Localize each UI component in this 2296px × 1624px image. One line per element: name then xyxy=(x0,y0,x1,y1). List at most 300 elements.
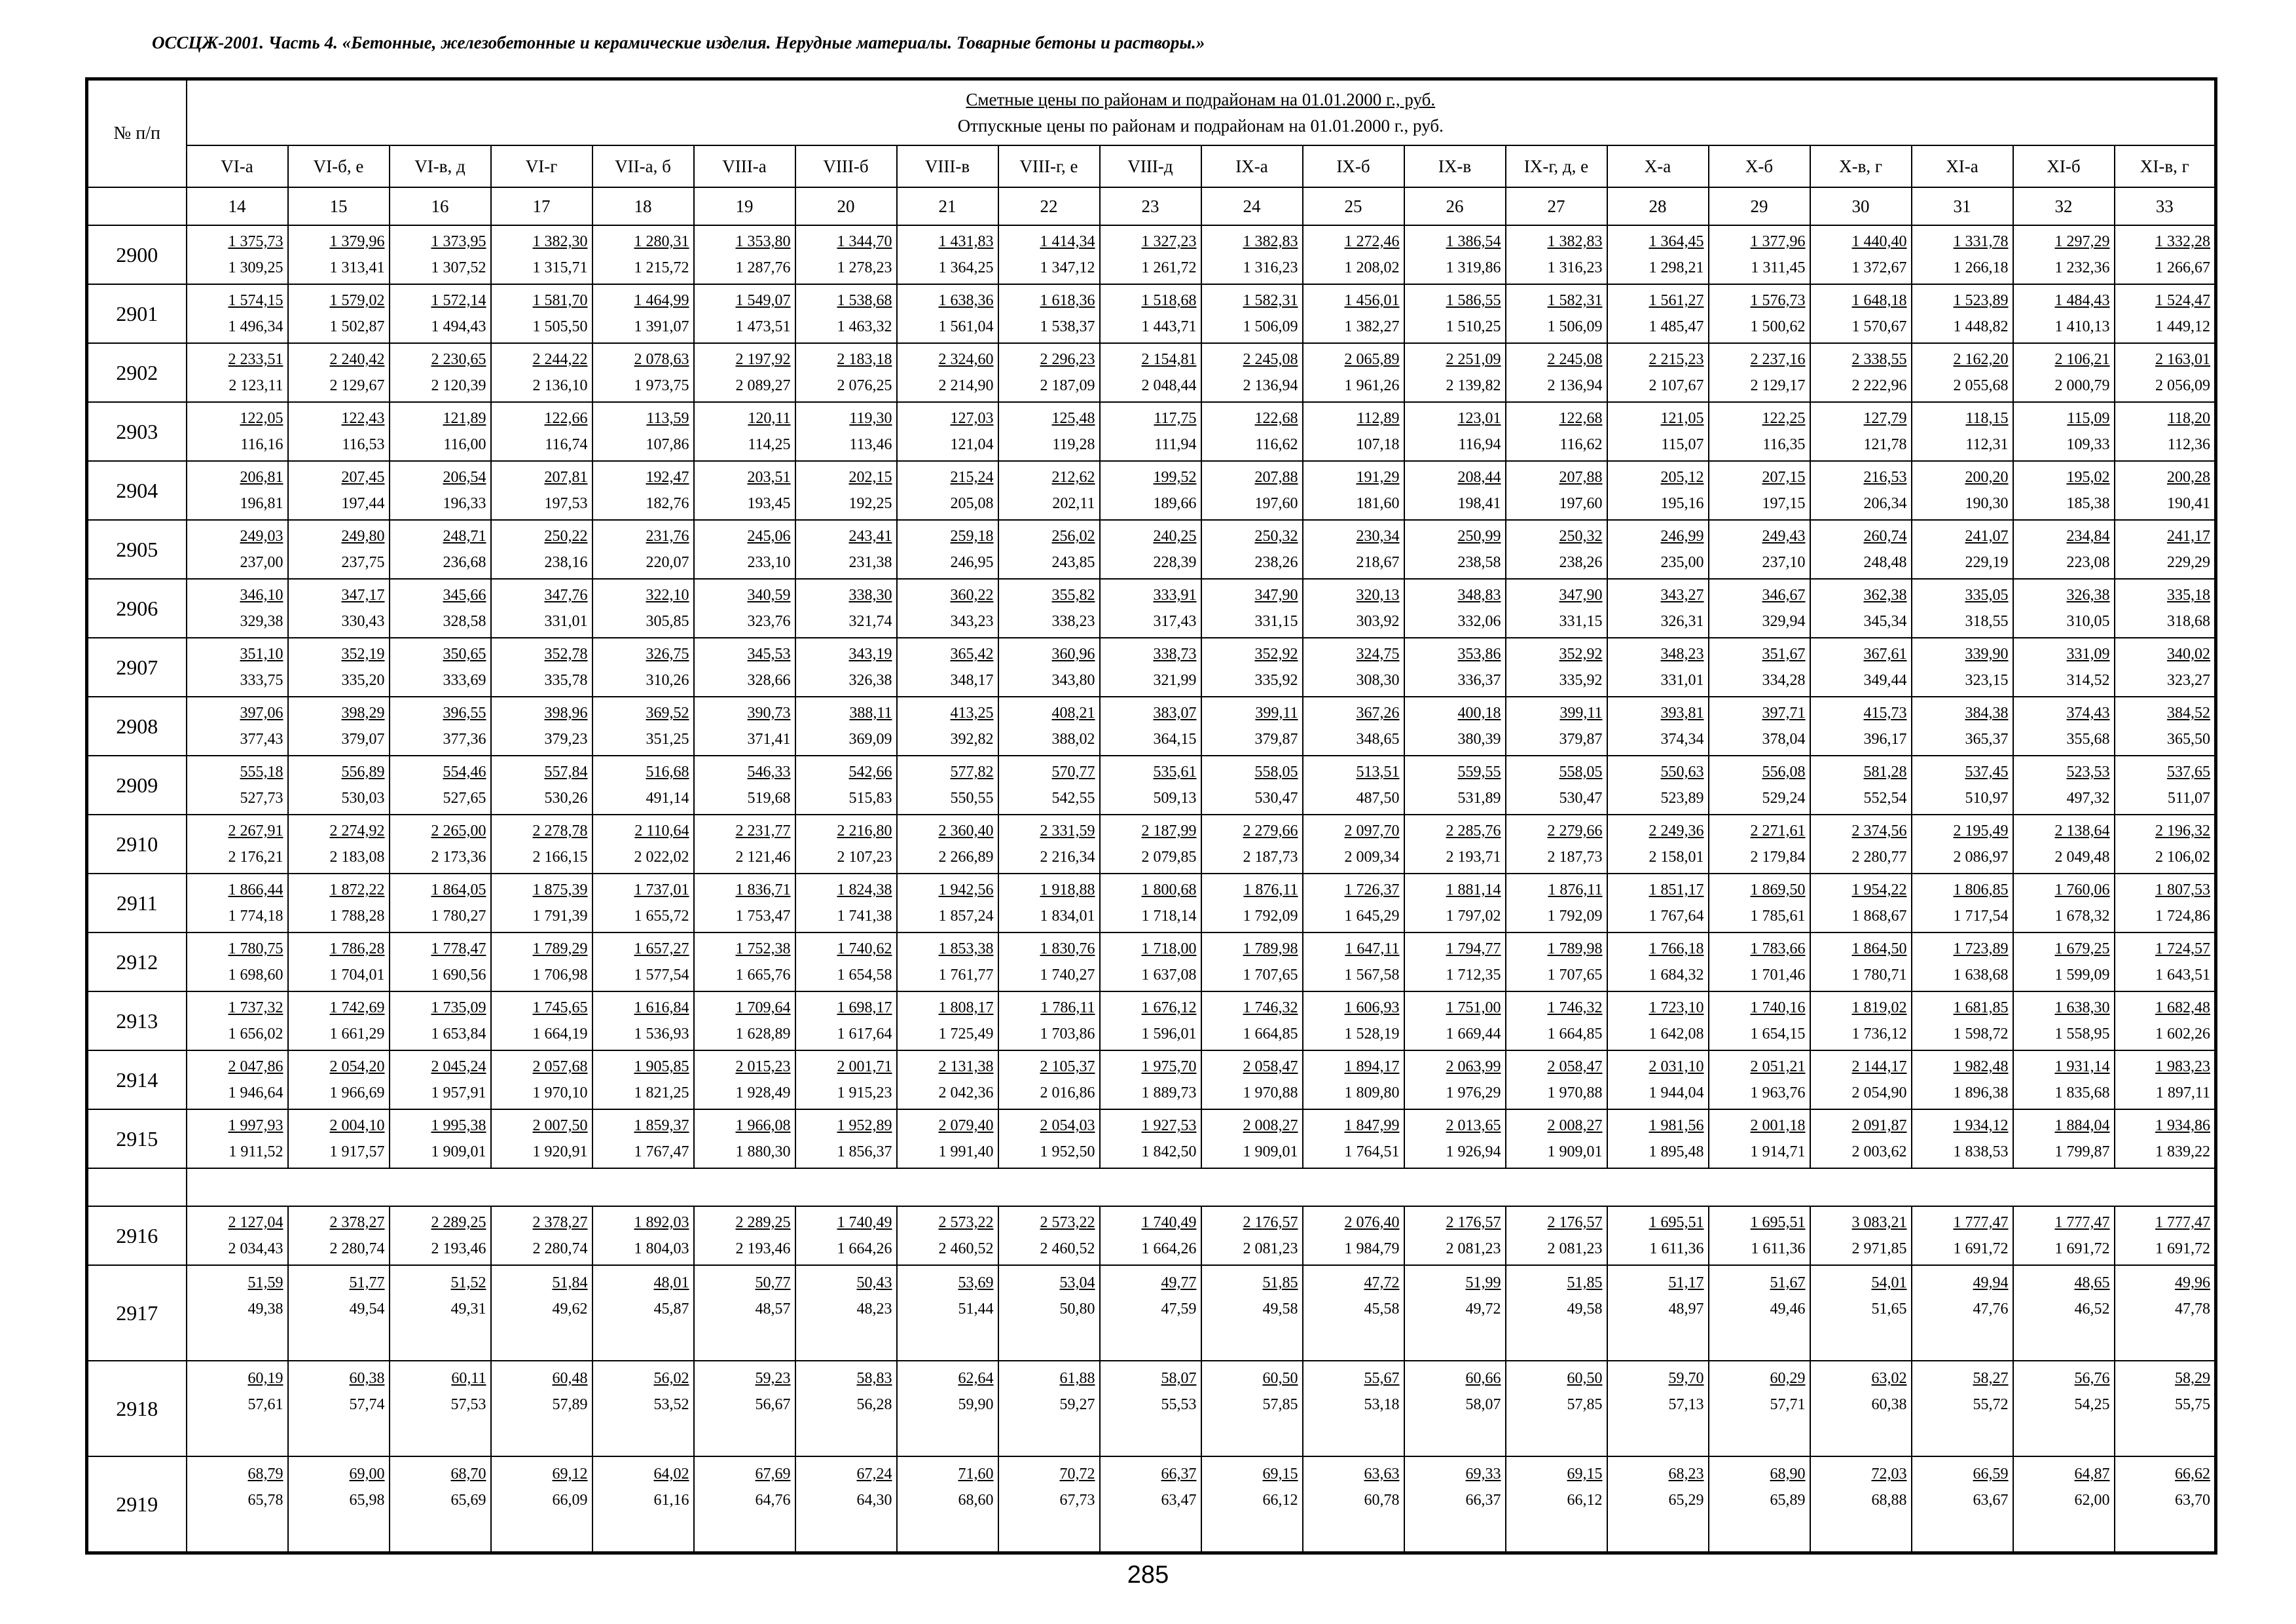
estimate-price: 396,55 xyxy=(443,705,486,722)
price-cell xyxy=(1709,461,1810,520)
estimate-price: 67,24 xyxy=(856,1466,892,1483)
col-no-header: № п/п xyxy=(87,79,187,188)
price-cell xyxy=(2115,1361,2216,1456)
price-cell xyxy=(288,343,390,402)
release-price: 1 909,01 xyxy=(431,1143,486,1160)
estimate-price: 346,10 xyxy=(240,587,283,604)
release-price: 1 655,72 xyxy=(634,908,689,925)
price-cell xyxy=(998,1456,1100,1553)
estimate-price: 398,96 xyxy=(544,705,588,722)
estimate-price: 335,18 xyxy=(2167,587,2211,604)
district-header: VI-б, е xyxy=(288,145,390,187)
price-cell xyxy=(1810,932,1912,991)
release-price: 365,50 xyxy=(2167,731,2211,748)
release-price: 197,60 xyxy=(1254,495,1298,512)
release-price: 229,19 xyxy=(1965,554,2009,571)
estimate-price: 1 894,17 xyxy=(1344,1058,1400,1075)
price-cell xyxy=(1810,461,1912,520)
release-price: 1 463,32 xyxy=(837,318,892,335)
price-cell xyxy=(592,1361,694,1456)
estimate-price: 51,17 xyxy=(1668,1274,1704,1291)
price-cell xyxy=(1810,1361,1912,1456)
price-cell xyxy=(1201,815,1303,874)
price-table-wrapper xyxy=(85,77,2215,1555)
estimate-price: 117,75 xyxy=(1154,410,1197,427)
price-cell xyxy=(694,343,795,402)
price-cell xyxy=(1303,579,1404,638)
price-cell xyxy=(1404,815,1506,874)
release-price: 326,31 xyxy=(1660,613,1704,630)
estimate-price: 2 154,81 xyxy=(1141,351,1197,368)
release-price: 1 347,12 xyxy=(1040,259,1095,276)
price-cell xyxy=(390,874,491,932)
estimate-price: 68,70 xyxy=(450,1466,486,1483)
release-price: 1 307,52 xyxy=(431,259,486,276)
estimate-price: 2 324,60 xyxy=(938,351,994,368)
estimate-price: 352,19 xyxy=(341,646,385,663)
release-price: 515,83 xyxy=(848,790,892,807)
price-cell xyxy=(998,225,1100,284)
release-price: 1 287,76 xyxy=(735,259,791,276)
price-cell xyxy=(390,697,491,756)
release-price: 48,57 xyxy=(755,1301,791,1318)
release-price: 542,55 xyxy=(1051,790,1095,807)
column-number: 32 xyxy=(2013,187,2115,225)
release-price: 1 311,45 xyxy=(1751,259,1806,276)
estimate-price: 1 884,04 xyxy=(2054,1117,2110,1134)
price-cell xyxy=(288,1456,390,1553)
release-price: 202,11 xyxy=(1052,495,1095,512)
release-price: 529,24 xyxy=(1762,790,1806,807)
release-price: 2 123,11 xyxy=(228,377,283,394)
price-cell xyxy=(592,638,694,697)
estimate-price: 1 538,68 xyxy=(837,292,892,309)
release-price: 326,38 xyxy=(848,672,892,689)
estimate-price: 326,75 xyxy=(646,646,689,663)
price-cell xyxy=(1201,225,1303,284)
column-number: 20 xyxy=(795,187,897,225)
price-cell xyxy=(2013,343,2115,402)
table-row xyxy=(87,579,2216,638)
release-price: 233,10 xyxy=(747,554,791,571)
release-price: 62,00 xyxy=(2074,1492,2110,1509)
row-number: 2908 xyxy=(87,697,187,756)
release-price: 197,44 xyxy=(341,495,385,512)
price-cell xyxy=(1912,697,2013,756)
price-cell xyxy=(592,815,694,874)
price-cell xyxy=(187,1050,288,1109)
release-price: 1 920,91 xyxy=(532,1143,588,1160)
release-price: 1 897,11 xyxy=(2155,1084,2211,1101)
release-price: 523,89 xyxy=(1660,790,1704,807)
price-cell xyxy=(795,991,897,1050)
price-cell xyxy=(1912,991,2013,1050)
release-price: 364,15 xyxy=(1153,731,1197,748)
estimate-price: 400,18 xyxy=(1457,705,1501,722)
column-number: 14 xyxy=(187,187,288,225)
price-table xyxy=(85,77,2217,1555)
price-cell xyxy=(1404,461,1506,520)
price-cell xyxy=(491,991,592,1050)
release-price: 2 086,97 xyxy=(1953,849,2009,866)
estimate-price: 259,18 xyxy=(950,528,994,545)
estimate-price: 69,12 xyxy=(552,1466,588,1483)
estimate-price: 125,48 xyxy=(1051,410,1095,427)
release-price: 1 838,53 xyxy=(1953,1143,2009,1160)
release-price: 519,68 xyxy=(747,790,791,807)
release-price: 49,62 xyxy=(552,1301,588,1318)
estimate-price: 1 373,95 xyxy=(431,233,486,250)
release-price: 1 991,40 xyxy=(938,1143,994,1160)
price-cell xyxy=(897,1050,998,1109)
release-price: 49,46 xyxy=(1770,1301,1806,1318)
release-price: 57,13 xyxy=(1668,1396,1704,1413)
estimate-price: 112,89 xyxy=(1357,410,1400,427)
estimate-price: 260,74 xyxy=(1863,528,1907,545)
price-cell xyxy=(1100,343,1201,402)
district-header: VIII-б xyxy=(795,145,897,187)
release-price: 1 753,47 xyxy=(735,908,791,925)
price-cell xyxy=(2013,1265,2115,1361)
estimate-price: 2 274,92 xyxy=(329,822,385,840)
release-price: 1 896,38 xyxy=(1953,1084,2009,1101)
release-price: 1 780,71 xyxy=(1851,967,1907,984)
release-price: 237,00 xyxy=(240,554,283,571)
release-price: 1 774,18 xyxy=(228,908,283,925)
release-price: 330,43 xyxy=(341,613,385,630)
release-price: 487,50 xyxy=(1356,790,1400,807)
price-cell xyxy=(288,1265,390,1361)
release-price: 48,97 xyxy=(1668,1301,1704,1318)
estimate-price: 1 819,02 xyxy=(1851,999,1907,1016)
price-cell xyxy=(491,1206,592,1265)
release-price: 1 691,72 xyxy=(1953,1240,2009,1257)
estimate-price: 207,81 xyxy=(544,469,588,486)
price-cell xyxy=(390,579,491,638)
release-price: 197,53 xyxy=(544,495,588,512)
release-price: 2 107,67 xyxy=(1649,377,1704,394)
district-header: X-в, г xyxy=(1810,145,1912,187)
release-price: 49,38 xyxy=(247,1301,283,1318)
release-price: 66,09 xyxy=(552,1492,588,1509)
price-cell xyxy=(1100,284,1201,343)
release-price: 2 076,25 xyxy=(837,377,892,394)
estimate-price: 557,84 xyxy=(544,764,588,781)
price-cell xyxy=(897,1206,998,1265)
row-number: 2907 xyxy=(87,638,187,697)
release-price: 1 926,94 xyxy=(1446,1143,1501,1160)
estimate-price: 1 830,76 xyxy=(1040,940,1095,957)
price-cell xyxy=(1100,756,1201,815)
estimate-price: 1 746,32 xyxy=(1243,999,1298,1016)
estimate-price: 2 001,18 xyxy=(1750,1117,1806,1134)
estimate-price: 338,30 xyxy=(848,587,892,604)
release-price: 1 973,75 xyxy=(634,377,689,394)
price-cell xyxy=(187,461,288,520)
price-cell xyxy=(1709,697,1810,756)
release-price: 334,28 xyxy=(1762,672,1806,689)
release-price: 527,73 xyxy=(240,790,283,807)
release-price: 1 764,51 xyxy=(1344,1143,1400,1160)
release-price: 2 081,23 xyxy=(1243,1240,1298,1257)
estimate-price: 555,18 xyxy=(240,764,283,781)
estimate-price: 2 105,37 xyxy=(1040,1058,1095,1075)
estimate-price: 48,01 xyxy=(653,1274,689,1291)
estimate-price: 200,28 xyxy=(2167,469,2211,486)
release-price: 530,47 xyxy=(1254,790,1298,807)
estimate-price: 1 375,73 xyxy=(228,233,283,250)
release-price: 1 473,51 xyxy=(735,318,791,335)
estimate-price: 558,05 xyxy=(1254,764,1298,781)
release-price: 2 003,62 xyxy=(1851,1143,1907,1160)
estimate-price: 54,01 xyxy=(1871,1274,1907,1291)
price-cell xyxy=(694,815,795,874)
price-cell xyxy=(288,1050,390,1109)
estimate-price: 53,69 xyxy=(958,1274,994,1291)
estimate-price: 1 638,30 xyxy=(2054,999,2110,1016)
release-price: 377,36 xyxy=(443,731,486,748)
release-price: 2 183,08 xyxy=(329,849,385,866)
estimate-price: 2 240,42 xyxy=(329,351,385,368)
release-price: 229,29 xyxy=(2167,554,2211,571)
spacer-cell xyxy=(87,1168,187,1206)
estimate-price: 2 063,99 xyxy=(1446,1058,1501,1075)
price-cell xyxy=(897,461,998,520)
section-spacer-row xyxy=(87,1168,2216,1206)
estimate-price: 207,15 xyxy=(1762,469,1806,486)
estimate-price: 2 360,40 xyxy=(938,822,994,840)
price-cell xyxy=(1810,1109,1912,1168)
price-cell xyxy=(390,461,491,520)
release-price: 238,16 xyxy=(544,554,588,571)
price-cell xyxy=(1607,815,1709,874)
estimate-price: 331,09 xyxy=(2066,646,2110,663)
estimate-price: 249,43 xyxy=(1762,528,1806,545)
price-cell xyxy=(390,1265,491,1361)
release-price: 2 280,77 xyxy=(1851,849,1907,866)
release-price: 2 000,79 xyxy=(2054,377,2110,394)
price-cell xyxy=(1201,874,1303,932)
release-price: 2 136,10 xyxy=(532,377,588,394)
estimate-price: 56,76 xyxy=(2074,1370,2110,1387)
release-price: 378,04 xyxy=(1762,731,1806,748)
release-price: 1 298,21 xyxy=(1649,259,1704,276)
estimate-price: 340,02 xyxy=(2167,646,2211,663)
price-cell xyxy=(592,697,694,756)
estimate-price: 208,44 xyxy=(1457,469,1501,486)
price-cell xyxy=(1912,520,2013,579)
district-header: IX-б xyxy=(1303,145,1404,187)
price-cell xyxy=(390,815,491,874)
estimate-price: 1 695,51 xyxy=(1750,1214,1806,1231)
release-price: 67,73 xyxy=(1059,1492,1095,1509)
estimate-price: 1 523,89 xyxy=(1953,292,2009,309)
release-price: 369,09 xyxy=(848,731,892,748)
release-price: 1 767,47 xyxy=(634,1143,689,1160)
release-price: 205,08 xyxy=(950,495,994,512)
price-cell xyxy=(1100,815,1201,874)
table-row xyxy=(87,284,2216,343)
estimate-price: 1 280,31 xyxy=(634,233,689,250)
price-cell xyxy=(1912,225,2013,284)
price-cell xyxy=(1100,402,1201,461)
price-cell xyxy=(1506,874,1607,932)
release-price: 343,23 xyxy=(950,613,994,630)
price-cell xyxy=(2115,1109,2216,1168)
price-cell xyxy=(1709,932,1810,991)
release-price: 2 009,34 xyxy=(1344,849,1400,866)
price-cell xyxy=(1404,1456,1506,1553)
release-price: 63,47 xyxy=(1161,1492,1197,1509)
release-price: 1 963,76 xyxy=(1750,1084,1806,1101)
release-price: 2 216,34 xyxy=(1040,849,1095,866)
estimate-price: 393,81 xyxy=(1660,705,1704,722)
release-price: 51,44 xyxy=(958,1301,994,1318)
release-price: 2 158,01 xyxy=(1649,849,1704,866)
estimate-price: 2 285,76 xyxy=(1446,822,1501,840)
release-price: 527,65 xyxy=(443,790,486,807)
price-cell xyxy=(897,579,998,638)
estimate-price: 66,62 xyxy=(2175,1466,2211,1483)
release-price: 65,98 xyxy=(349,1492,385,1509)
release-price: 1 500,62 xyxy=(1750,318,1806,335)
estimate-price: 1 876,11 xyxy=(1548,881,1603,898)
estimate-price: 1 997,93 xyxy=(228,1117,283,1134)
price-cell xyxy=(795,579,897,638)
price-cell xyxy=(795,1206,897,1265)
estimate-price: 383,07 xyxy=(1153,705,1197,722)
release-price: 338,23 xyxy=(1051,613,1095,630)
table-row xyxy=(87,225,2216,284)
estimate-price: 343,27 xyxy=(1660,587,1704,604)
release-price: 2 089,27 xyxy=(735,377,791,394)
estimate-price: 335,05 xyxy=(1965,587,2009,604)
estimate-price: 241,17 xyxy=(2167,528,2211,545)
estimate-price: 1 740,49 xyxy=(837,1214,892,1231)
release-price: 1 706,98 xyxy=(532,967,588,984)
price-cell xyxy=(1607,1206,1709,1265)
release-price: 1 664,85 xyxy=(1547,1025,1603,1043)
price-cell xyxy=(2013,402,2115,461)
estimate-price: 64,87 xyxy=(2074,1466,2110,1483)
estimate-price: 51,99 xyxy=(1465,1274,1501,1291)
price-cell xyxy=(2115,579,2216,638)
release-price: 1 839,22 xyxy=(2155,1143,2211,1160)
release-price: 2 106,02 xyxy=(2155,849,2211,866)
release-price: 237,10 xyxy=(1762,554,1806,571)
price-cell xyxy=(2115,874,2216,932)
price-cell xyxy=(1100,874,1201,932)
table-row xyxy=(87,991,2216,1050)
release-price: 2 280,74 xyxy=(329,1240,385,1257)
estimate-price: 2 045,24 xyxy=(431,1058,486,1075)
price-cell xyxy=(390,638,491,697)
release-price: 116,53 xyxy=(342,436,385,453)
release-price: 121,78 xyxy=(1863,436,1907,453)
price-cell xyxy=(694,520,795,579)
price-cell xyxy=(694,1456,795,1553)
estimate-price: 1 789,98 xyxy=(1243,940,1298,957)
price-cell xyxy=(795,1265,897,1361)
estimate-price: 367,26 xyxy=(1356,705,1400,722)
estimate-price: 1 561,27 xyxy=(1649,292,1704,309)
estimate-price: 2 051,21 xyxy=(1750,1058,1806,1075)
estimate-price: 535,61 xyxy=(1153,764,1197,781)
price-cell xyxy=(795,932,897,991)
estimate-price: 2 183,18 xyxy=(837,351,892,368)
table-row xyxy=(87,874,2216,932)
release-price: 1 889,73 xyxy=(1141,1084,1197,1101)
column-number: 21 xyxy=(897,187,998,225)
estimate-price: 352,78 xyxy=(544,646,588,663)
release-price: 237,75 xyxy=(341,554,385,571)
release-price: 49,31 xyxy=(450,1301,486,1318)
price-cell xyxy=(592,1265,694,1361)
release-price: 1 761,77 xyxy=(938,967,994,984)
price-cell xyxy=(1810,225,1912,284)
estimate-price: 1 616,84 xyxy=(634,999,689,1016)
estimate-price: 68,23 xyxy=(1668,1466,1704,1483)
release-price: 1 654,15 xyxy=(1750,1025,1806,1043)
release-price: 321,74 xyxy=(848,613,892,630)
release-price: 2 079,85 xyxy=(1141,849,1197,866)
release-price: 323,15 xyxy=(1965,672,2009,689)
estimate-price: 1 851,17 xyxy=(1649,881,1704,898)
price-cell xyxy=(1506,1109,1607,1168)
release-price: 1 598,72 xyxy=(1953,1025,2009,1043)
release-price: 1 506,09 xyxy=(1547,318,1603,335)
release-price: 66,12 xyxy=(1262,1492,1298,1509)
price-cell xyxy=(1912,1265,2013,1361)
estimate-price: 1 574,15 xyxy=(228,292,283,309)
estimate-price: 234,84 xyxy=(2066,528,2110,545)
estimate-price: 246,99 xyxy=(1660,528,1704,545)
price-cell xyxy=(1100,225,1201,284)
price-cell xyxy=(1100,1050,1201,1109)
estimate-price: 256,02 xyxy=(1051,528,1095,545)
release-price: 65,78 xyxy=(247,1492,283,1509)
table-row xyxy=(87,520,2216,579)
estimate-price: 1 524,47 xyxy=(2155,292,2211,309)
estimate-price: 68,90 xyxy=(1770,1466,1806,1483)
estimate-price: 215,24 xyxy=(950,469,994,486)
release-price: 2 081,23 xyxy=(1446,1240,1501,1257)
price-cell xyxy=(1709,756,1810,815)
price-cell xyxy=(998,461,1100,520)
price-cell xyxy=(1912,874,2013,932)
price-cell xyxy=(897,932,998,991)
price-cell xyxy=(1709,638,1810,697)
price-cell xyxy=(1607,1050,1709,1109)
estimate-price: 48,65 xyxy=(2074,1274,2110,1291)
release-price: 1 561,04 xyxy=(938,318,994,335)
release-price: 1 780,27 xyxy=(431,908,486,925)
price-cell xyxy=(1506,638,1607,697)
estimate-price: 1 859,37 xyxy=(634,1117,689,1134)
title-estimate-prices: Сметные цены по районам и подрайонам на 01.01.2000 г., руб. xyxy=(966,90,1436,109)
release-price: 1 703,86 xyxy=(1040,1025,1095,1043)
price-cell xyxy=(795,1456,897,1553)
estimate-price: 581,28 xyxy=(1863,764,1907,781)
row-number: 2903 xyxy=(87,402,187,461)
release-price: 345,34 xyxy=(1863,613,1907,630)
price-cell xyxy=(288,461,390,520)
release-price: 2 042,36 xyxy=(938,1084,994,1101)
price-cell xyxy=(1303,697,1404,756)
price-cell xyxy=(1201,343,1303,402)
release-price: 1 970,88 xyxy=(1547,1084,1603,1101)
estimate-price: 2 267,91 xyxy=(228,822,283,840)
